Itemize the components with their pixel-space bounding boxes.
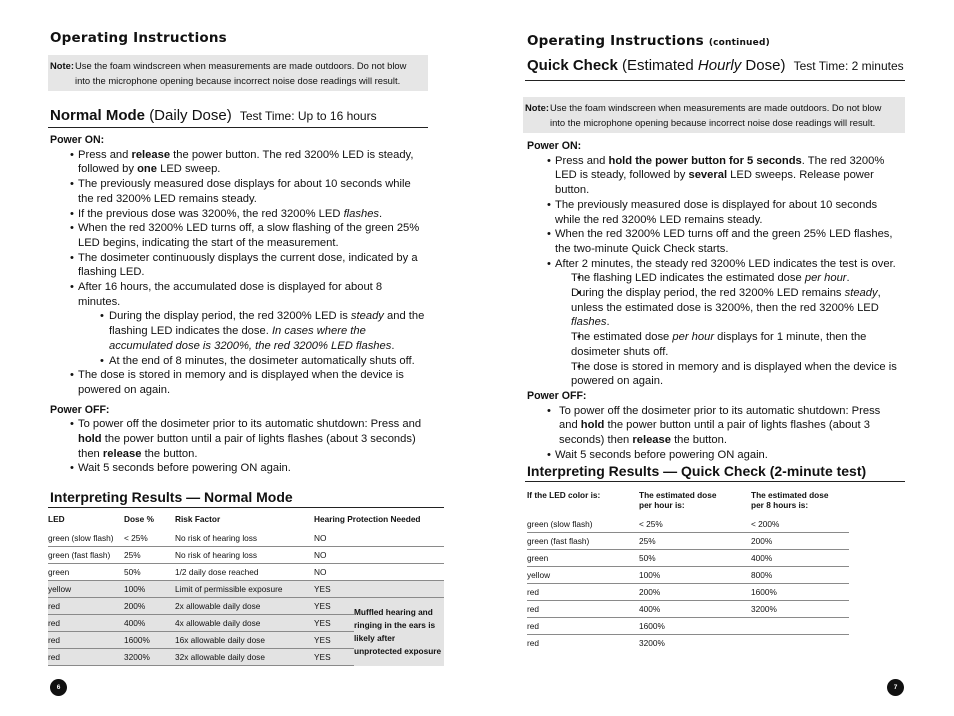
list-item: • The dose is stored in memory and is displayed when the device is powered on again.: [50, 368, 425, 397]
results-rule: [525, 481, 905, 482]
quick-check-table: [527, 490, 849, 651]
mode-title: Normal Mode: [50, 107, 146, 124]
sub-list-item: • During the display period, the red 3200% LED is steady and the flashing LED indicates the dose. In cases where the accumulated dose is 3200%, the red 3200% LED flashes.: [50, 309, 425, 353]
page-right: [477, 0, 954, 716]
table-row: red 400% 4x allowable daily dose YES: [48, 615, 444, 632]
sub-list-item: • The estimated dose per hour displays for 1 minute, then the dosimeter shuts off.: [527, 330, 902, 359]
table-header: [48, 514, 444, 530]
list-item: • The previously measured dose displays for about 10 seconds while the red 3200% LED remains steady.: [50, 177, 425, 206]
power-off-list: [527, 404, 902, 463]
list-item: • The previously measured dose is displayed for about 10 seconds while the red 3200% LED remains steady.: [527, 198, 902, 227]
mode-title: Quick Check: [527, 57, 618, 74]
list-item: • When the red 3200% LED turns off and the green 25% LED flashes, the two-minute Quick Check starts.: [527, 227, 902, 256]
mode-heading: [50, 107, 377, 124]
mode-heading: [527, 57, 904, 74]
mode-subtitle: (Daily Dose): [149, 107, 232, 124]
results-rule: [48, 507, 444, 508]
table-row: green 50% 1/2 daily dose reached NO: [48, 564, 444, 581]
list-item: • To power off the dosimeter prior to its automatic shutdown: Press and hold the power button until a pair of lights flashes (about 3 seconds) then release the button.: [527, 404, 902, 448]
page-number: 7: [887, 679, 904, 696]
list-item: • Press and hold the power button for 5 seconds. The red 3200% LED is steady, followed by several LED sweeps. Release power button.: [527, 154, 902, 198]
table-row: red 1600% 16x allowable daily dose YES: [48, 632, 444, 649]
test-time: Test Time: Up to 16 hours: [239, 109, 377, 123]
list-item: • When the red 3200% LED turns off, a slow flashing of the green 25% LED begins, indicating the start of the measurement.: [50, 221, 425, 250]
table-row: green (slow flash) < 25% < 200%: [527, 516, 849, 533]
table-row: red 400% 3200%: [527, 601, 849, 618]
table-row: yellow 100% Limit of permissible exposure YES: [48, 581, 444, 598]
note-text: Use the foam windscreen when measurements are made outdoors. Do not blow into the microphone opening because incorrect noise dose readings will result.: [75, 60, 407, 86]
table-row: red 200% 1600%: [527, 584, 849, 601]
heading-rule: [525, 80, 905, 81]
note-box: [523, 97, 905, 133]
section-title: Operating Instructions: [50, 30, 227, 46]
table-header: [527, 490, 849, 516]
sub-list-item: • During the display period, the red 3200% LED remains steady, unless the estimated dose is 3200%, then the red 3200% LED flashes.: [527, 286, 902, 330]
column-header: Dose %: [124, 514, 154, 524]
column-header: The estimated dose per 8 hours is:: [751, 490, 829, 510]
power-off-label: Power OFF:: [527, 389, 587, 402]
list-item: • After 16 hours, the accumulated dose is displayed for about 8 minutes.: [50, 280, 425, 309]
note-label: Note:: [50, 60, 74, 71]
sub-list-item: • The flashing LED indicates the estimated dose per hour.: [527, 271, 902, 286]
table-row: red 3200%: [527, 638, 665, 648]
section-title: [527, 33, 770, 49]
table-row: green (fast flash) 25% 200%: [527, 533, 849, 550]
results-title: Interpreting Results — Quick Check (2-minute test): [527, 463, 867, 479]
power-on-label: Power ON:: [527, 140, 582, 152]
column-header: LED: [48, 514, 65, 524]
table-row: red 3200% 32x allowable daily dose YES: [48, 649, 444, 666]
power-on-list: [527, 154, 902, 389]
column-header: The estimated dose per hour is:: [639, 490, 717, 510]
normal-mode-table: [48, 514, 444, 666]
table-row: green (fast flash) 25% No risk of hearing loss NO: [48, 547, 444, 564]
column-header: Risk Factor: [175, 514, 221, 524]
test-time: Test Time: 2 minutes: [793, 59, 904, 73]
normal-mode-instructions: [50, 133, 425, 476]
list-item: • Wait 5 seconds before powering ON again.: [527, 448, 902, 463]
risk-side-note: Muffled hearing and ringing in the ears is likely after unprotected exposure: [354, 598, 444, 666]
quick-check-instructions: [527, 139, 902, 462]
sub-list-item: • The dose is stored in memory and is displayed when the device is powered on again.: [527, 360, 902, 389]
power-on-label: Power ON:: [50, 134, 105, 146]
note-text: Use the foam windscreen when measurements are made outdoors. Do not blow into the microphone opening because incorrect noise dose readings will result.: [550, 102, 882, 128]
power-off-label: Power OFF:: [50, 403, 110, 416]
power-off-list: [50, 417, 425, 476]
power-on-list: [50, 148, 425, 398]
page-number: 6: [50, 679, 67, 696]
table-row: red 1600%: [527, 618, 849, 635]
sub-list-item: • At the end of 8 minutes, the dosimeter automatically shuts off.: [50, 354, 425, 369]
column-header: Hearing Protection Needed: [314, 514, 421, 524]
results-title: Interpreting Results — Normal Mode: [50, 489, 293, 505]
list-item: • Press and release the power button. The red 3200% LED is steady, followed by one LED sweep.: [50, 148, 425, 177]
table-row: yellow 100% 800%: [527, 567, 849, 584]
table-row: red 200% 2x allowable daily dose YES Muffled hearing and ringing in the ears is likely after unprotected exposure: [48, 598, 444, 615]
note-label: Note:: [525, 102, 549, 113]
table-row: green (slow flash) < 25% No risk of hearing loss NO: [48, 530, 444, 547]
column-header: If the LED color is:: [527, 490, 601, 500]
note-box: [48, 55, 428, 91]
list-item: • After 2 minutes, the steady red 3200% LED indicates the test is over.: [527, 257, 902, 272]
heading-rule: [48, 127, 428, 128]
section-title-text: Operating Instructions: [527, 33, 704, 49]
mode-subtitle: (Estimated Hourly Dose): [622, 57, 786, 74]
list-item: • To power off the dosimeter prior to its automatic shutdown: Press and hold the power button until a pair of lights flashes (about 3 seconds) then release the button.: [50, 417, 425, 461]
table-row: green 50% 400%: [527, 550, 849, 567]
list-item: • If the previous dose was 3200%, the red 3200% LED flashes.: [50, 207, 425, 222]
list-item: • The dosimeter continuously displays the current dose, indicated by a flashing LED.: [50, 251, 425, 280]
list-item: • Wait 5 seconds before powering ON again.: [50, 461, 425, 476]
continued-label: (continued): [708, 38, 770, 48]
